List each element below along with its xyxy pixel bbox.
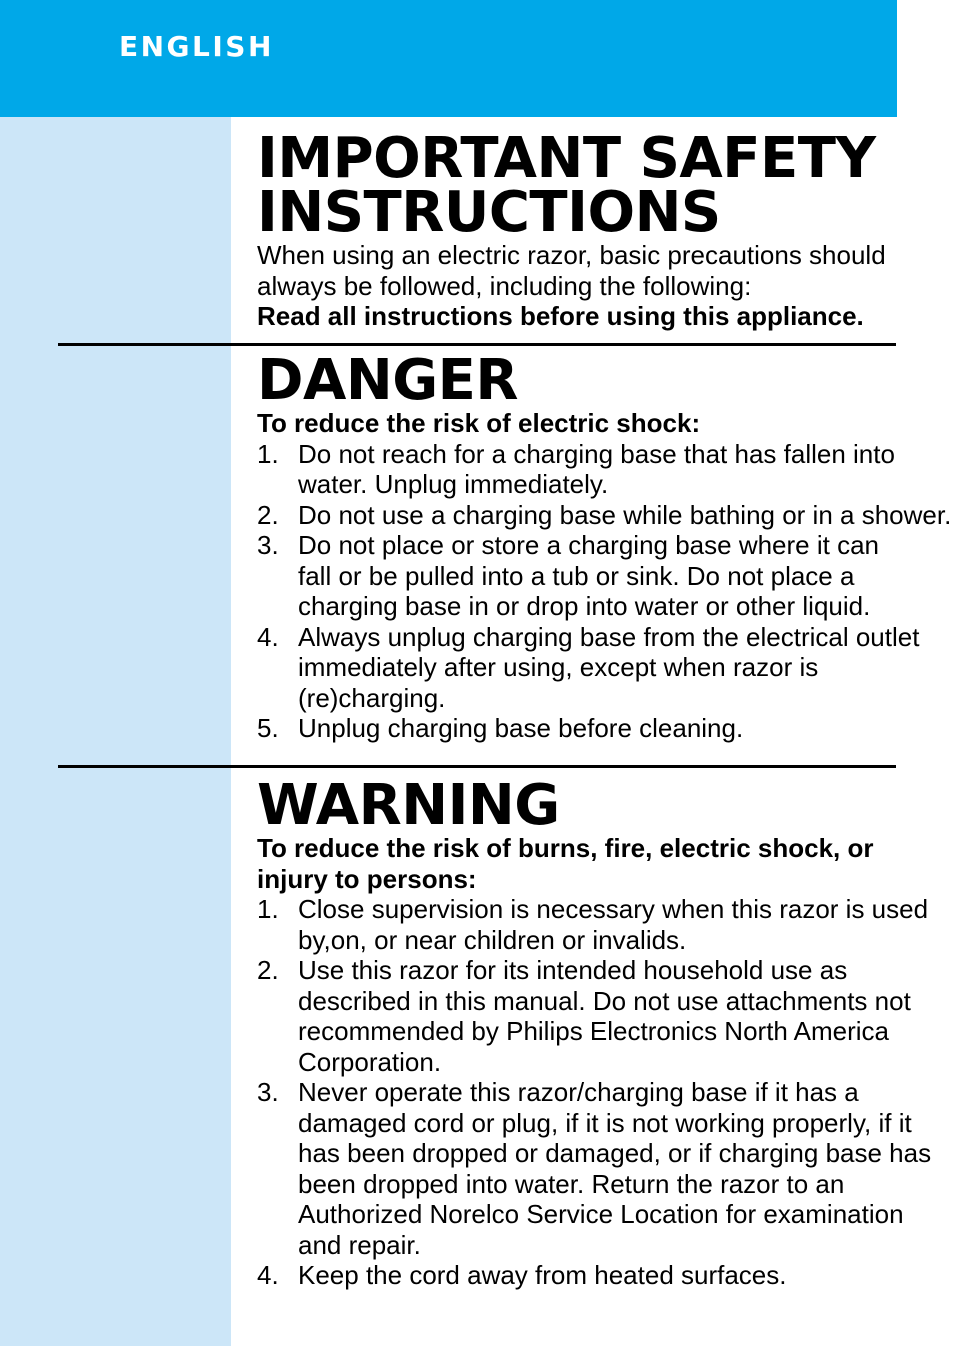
list-item [257,1260,931,1291]
list-item-line: and repair. [298,1229,421,1260]
list-item-line: water. Unplug immediately. [298,469,609,499]
safety-bold-line: Read all instructions before using this appliance. [257,301,864,331]
list-item-line: Keep the cord away from heated surfaces. [298,1260,787,1290]
list-item [257,955,931,1077]
warning-title: WARNING [257,773,560,838]
list-item-line: immediately after using, except when razor is [298,652,819,682]
list-item [257,622,951,714]
list-item-line: Never operate this razor/charging base if it has a [298,1077,859,1107]
language-label: ENGLISH [119,30,274,63]
safety-intro-line: always be followed, including the following: [257,270,752,301]
list-item [257,1077,931,1260]
list-item [257,530,951,622]
list-item-line: Unplug charging base before cleaning. [298,713,744,743]
list-item-line: Authorized Norelco Service Location for examination [298,1199,904,1229]
warning-list [257,894,931,1291]
danger-section [257,348,952,744]
list-item-line: Always unplug charging base from the electrical outlet [298,621,920,652]
list-item-line: charging base in or drop into water or other liquid. [298,591,871,621]
list-item-line: Use this razor for its intended household use as [298,955,848,985]
list-item-number: 3. [257,530,279,560]
danger-list [257,439,951,744]
list-item-line: recommended by Philips Electronics North America [298,1016,890,1046]
section-divider [58,765,896,768]
list-item-line: has been dropped or damaged, or if charging base has [298,1138,932,1168]
list-item-number: 2. [257,499,279,530]
safety-title [257,126,886,245]
list-item-number: 2. [257,955,279,985]
danger-subtitle: To reduce the risk of electric shock: [257,408,701,438]
safety-section [257,126,886,332]
list-item-line: Do not reach for a charging base that has fallen into [298,438,895,469]
list-item-line: damaged cord or plug, if it is not working properly, if it [298,1107,912,1138]
list-item-line: (re)charging. [298,682,446,713]
list-item-line: Close supervision is necessary when this razor is used [298,894,929,924]
list-item [257,439,951,500]
safety-title-line: IMPORTANT SAFETY [257,126,876,191]
list-item-number: 5. [257,713,279,743]
list-item [257,500,951,531]
list-item [257,894,931,955]
list-item-number: 1. [257,894,279,924]
list-item-number: 4. [257,621,279,652]
safety-title-line: INSTRUCTIONS [257,180,721,245]
side-strip [0,117,231,1346]
list-item-line: Do not place or store a charging base where it can [298,530,880,560]
safety-intro-line: When using an electric razor, basic precautions should [257,240,886,270]
list-item-number: 1. [257,438,279,469]
list-item-number: 3. [257,1077,279,1107]
list-item [257,713,951,744]
list-item-number: 4. [257,1260,279,1290]
danger-title: DANGER [257,348,519,413]
list-item-line: by,on, or near children or invalids. [298,924,687,955]
warning-section [257,773,932,1291]
list-item-line: Corporation. [298,1046,442,1077]
list-item-line: been dropped into water. Return the razor to an [298,1168,845,1199]
warning-subtitle-line: To reduce the risk of burns, fire, electric shock, or [257,833,874,863]
warning-subtitle-line: injury to persons: [257,863,477,894]
list-item-line: described in this manual. Do not use attachments not [298,985,911,1016]
section-divider [58,343,896,346]
list-item-line: Do not use a charging base while bathing or in a shower. [298,499,952,530]
list-item-line: fall or be pulled into a tub or sink. Do not place a [298,560,855,591]
